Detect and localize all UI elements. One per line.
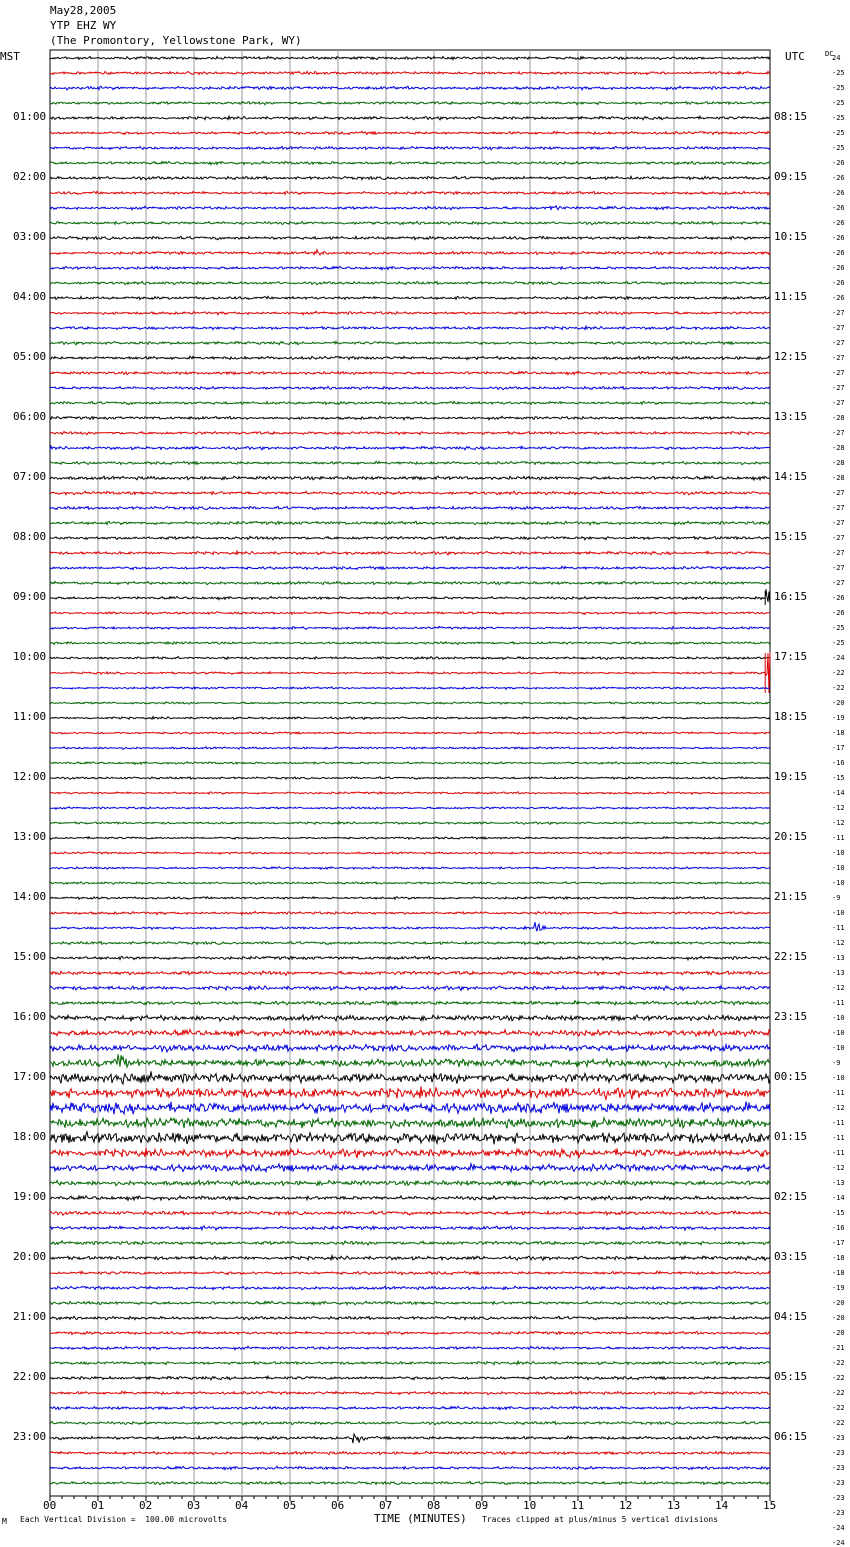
seismic-trace — [50, 1132, 770, 1145]
seismic-trace — [50, 416, 770, 420]
left-hour-label: 08:00 — [13, 530, 47, 543]
x-tick-label: 03 — [187, 1499, 201, 1512]
x-tick-label: 07 — [379, 1499, 393, 1512]
seismic-trace — [50, 867, 770, 870]
seismic-trace — [50, 1406, 770, 1409]
left-hour-label: 12:00 — [13, 770, 47, 783]
left-hour-label: 02:00 — [13, 170, 47, 183]
seismic-trace — [50, 446, 770, 450]
dc-offset-label: -26 — [832, 249, 845, 257]
dc-offset-label: -26 — [832, 219, 845, 227]
seismic-trace — [50, 71, 770, 74]
seismic-trace — [50, 792, 770, 795]
seismic-trace — [50, 491, 770, 495]
seismic-trace — [50, 956, 770, 960]
right-hour-label: 08:15 — [774, 110, 808, 123]
x-tick-label: 04 — [235, 1499, 249, 1512]
dc-offset-label: -26 — [832, 204, 845, 212]
seismic-trace — [50, 506, 770, 509]
right-hour-label: 16:15 — [774, 590, 808, 603]
dc-offset-label: -10 — [832, 1074, 845, 1082]
dc-offset-label: -26 — [832, 279, 845, 287]
seismic-trace — [50, 581, 770, 584]
left-hour-label: 11:00 — [13, 710, 47, 723]
seismic-trace — [50, 1301, 770, 1305]
dc-offset-label: -27 — [832, 489, 845, 497]
dc-offset-label: -22 — [832, 1389, 845, 1397]
seismic-trace — [50, 1286, 770, 1290]
dc-offset-label: -26 — [832, 189, 845, 197]
seismic-trace — [50, 281, 770, 284]
dc-offset-label: -9 — [832, 1059, 841, 1067]
dc-offset-label: -23 — [832, 1494, 845, 1502]
left-hour-label: 21:00 — [13, 1310, 47, 1323]
seismic-trace — [50, 1434, 770, 1443]
right-hour-label: 04:15 — [774, 1310, 808, 1323]
seismic-trace — [50, 1241, 770, 1245]
seismic-trace — [50, 101, 770, 104]
seismic-trace — [50, 762, 770, 765]
left-hour-label: 04:00 — [13, 290, 47, 303]
dc-offset-label: -22 — [832, 1374, 845, 1382]
seismic-trace — [50, 1391, 770, 1394]
dc-offset-label: -20 — [832, 1314, 845, 1322]
x-tick-label: 09 — [475, 1499, 489, 1512]
seismic-trace — [50, 250, 770, 255]
left-hour-label: 03:00 — [13, 230, 47, 243]
seismic-trace — [50, 1376, 770, 1380]
dc-offset-label: -23 — [832, 1434, 845, 1442]
dc-offset-label: -25 — [832, 114, 845, 122]
dc-offset-label: -12 — [832, 819, 845, 827]
dc-offset-label: -22 — [832, 1359, 845, 1367]
seismic-trace — [50, 702, 770, 705]
left-hour-label: 05:00 — [13, 350, 47, 363]
seismic-trace — [50, 717, 770, 720]
seismic-trace — [50, 56, 770, 59]
dc-offset-label: -18 — [832, 1254, 845, 1262]
seismic-trace — [50, 1196, 770, 1201]
seismic-trace — [50, 326, 770, 330]
dc-offset-label: 24 — [832, 54, 841, 62]
dc-offset-label: -10 — [832, 1044, 845, 1052]
seismic-trace — [50, 1361, 770, 1365]
right-hour-label: 00:15 — [774, 1070, 808, 1083]
dc-offset-label: -20 — [832, 1329, 845, 1337]
seismic-trace — [50, 1271, 770, 1275]
dc-offset-label: -16 — [832, 1224, 845, 1232]
seismic-trace — [50, 1331, 770, 1334]
record-date: May28,2005 — [50, 4, 117, 17]
left-hour-label: 22:00 — [13, 1370, 47, 1383]
dc-offset-label: -28 — [832, 474, 845, 482]
dc-offset-label: -25 — [832, 99, 845, 107]
seismic-trace — [50, 642, 770, 645]
right-hour-label: 05:15 — [774, 1370, 808, 1383]
seismic-trace — [50, 897, 770, 900]
dc-offset-label: -28 — [832, 414, 845, 422]
seismic-trace — [50, 476, 770, 480]
right-hour-label: 02:15 — [774, 1190, 808, 1203]
dc-offset-label: -25 — [832, 639, 845, 647]
dc-offset-label: -10 — [832, 864, 845, 872]
seismic-trace — [50, 536, 770, 540]
seismic-trace — [50, 1421, 770, 1424]
seismic-trace — [50, 882, 770, 885]
right-hour-label: 01:15 — [774, 1130, 808, 1143]
dc-offset-label: -10 — [832, 879, 845, 887]
dc-offset-label: -26 — [832, 234, 845, 242]
dc-offset-label: -27 — [832, 324, 845, 332]
right-hour-label: 03:15 — [774, 1250, 808, 1263]
dc-offset-label: -17 — [832, 744, 845, 752]
left-hour-label: 23:00 — [13, 1430, 47, 1443]
seismic-trace — [50, 626, 770, 629]
dc-offset-label: -14 — [832, 1194, 845, 1202]
x-tick-label: 06 — [331, 1499, 345, 1512]
dc-offset-label: -25 — [832, 69, 845, 77]
dc-offset-label: -25 — [832, 144, 845, 152]
station-location: (The Promontory, Yellowstone Park, WY) — [50, 34, 302, 47]
dc-offset-label: -26 — [832, 264, 845, 272]
dc-offset-label: -22 — [832, 1404, 845, 1412]
dc-offset-label: -23 — [832, 1509, 845, 1517]
dc-offset-label: -24 — [832, 1539, 845, 1547]
seismic-trace — [50, 1030, 770, 1037]
left-hour-label: 15:00 — [13, 950, 47, 963]
dc-offset-label: -16 — [832, 759, 845, 767]
seismic-trace — [50, 777, 770, 780]
right-hour-label: 17:15 — [774, 650, 808, 663]
plot-frame — [50, 50, 770, 1496]
dc-offset-label: -27 — [832, 549, 845, 557]
dc-offset-label: -26 — [832, 159, 845, 167]
dc-offset-label: -27 — [832, 429, 845, 437]
dc-offset-label: -21 — [832, 1344, 845, 1352]
dc-offset-label: -27 — [832, 384, 845, 392]
seismic-trace — [50, 1086, 770, 1099]
dc-offset-label: -27 — [832, 354, 845, 362]
seismic-trace — [50, 612, 770, 615]
right-hour-label: 11:15 — [774, 290, 808, 303]
seismic-trace — [50, 1001, 770, 1005]
seismic-trace — [50, 161, 770, 164]
dc-offset-label: -15 — [832, 774, 845, 782]
dc-offset-label: -9 — [832, 894, 841, 902]
x-tick-label: 14 — [715, 1499, 729, 1512]
dc-offset-label: -25 — [832, 84, 845, 92]
dc-offset-label: -12 — [832, 1164, 845, 1172]
seismic-trace — [50, 131, 770, 134]
seismic-trace — [50, 1102, 770, 1115]
seismic-trace — [50, 732, 770, 735]
right-hour-label: 12:15 — [774, 350, 808, 363]
dc-offset-label: -11 — [832, 834, 845, 842]
x-axis-title: TIME (MINUTES) — [374, 1512, 467, 1525]
dc-offset-label: -20 — [832, 699, 845, 707]
left-hour-label: 18:00 — [13, 1130, 47, 1143]
dc-offset-label: -26 — [832, 294, 845, 302]
dc-offset-label: -14 — [832, 789, 845, 797]
seismic-trace — [50, 986, 770, 991]
seismic-trace — [50, 236, 770, 239]
seismic-trace — [50, 116, 770, 120]
seismic-trace — [50, 822, 770, 825]
dc-offset-label: -12 — [832, 1104, 845, 1112]
seismic-trace — [50, 386, 770, 389]
dc-offset-label: -25 — [832, 624, 845, 632]
right-hour-label: 22:15 — [774, 950, 808, 963]
seismic-trace — [50, 1148, 770, 1158]
seismic-trace — [50, 1256, 770, 1261]
x-tick-label: 10 — [523, 1499, 537, 1512]
left-hour-label: 13:00 — [13, 830, 47, 843]
dc-offset-label: -11 — [832, 999, 845, 1007]
left-hour-label: 07:00 — [13, 470, 47, 483]
dc-offset-label: -17 — [832, 1239, 845, 1247]
seismic-trace — [50, 86, 770, 90]
x-tick-label: 11 — [571, 1499, 585, 1512]
seismic-trace — [50, 206, 770, 210]
dc-offset-label: -27 — [832, 564, 845, 572]
station-code: YTP EHZ WY — [50, 19, 117, 32]
seismic-trace — [50, 356, 770, 360]
left-hour-label: 06:00 — [13, 410, 47, 423]
left-hour-label: 09:00 — [13, 590, 47, 603]
left-hour-label: 16:00 — [13, 1010, 47, 1023]
seismic-trace — [50, 566, 770, 569]
seismic-trace — [50, 461, 770, 464]
dc-offset-label: -24 — [832, 654, 845, 662]
dc-offset-label: -13 — [832, 954, 845, 962]
seismic-trace — [50, 1211, 770, 1215]
dc-offset-label: -19 — [832, 714, 845, 722]
dc-offset-label: -13 — [832, 1179, 845, 1187]
dc-offset-label: -22 — [832, 1419, 845, 1427]
dc-offset-label: -27 — [832, 399, 845, 407]
right-hour-label: 13:15 — [774, 410, 808, 423]
dc-offset-label: -11 — [832, 924, 845, 932]
seismic-trace — [50, 221, 770, 224]
dc-offset-label: -10 — [832, 849, 845, 857]
dc-offset-label: -10 — [832, 1014, 845, 1022]
seismic-trace — [50, 1316, 770, 1320]
dc-offset-label: -11 — [832, 1149, 845, 1157]
dc-offset-label: -24 — [832, 1524, 845, 1532]
dc-offset-label: -18 — [832, 729, 845, 737]
dc-offset-label: -11 — [832, 1089, 845, 1097]
left-hour-label: 14:00 — [13, 890, 47, 903]
dc-offset-label: -27 — [832, 339, 845, 347]
right-hour-label: 06:15 — [774, 1430, 808, 1443]
seismic-trace — [50, 431, 770, 434]
dc-offset-label: -27 — [832, 519, 845, 527]
right-hour-label: 10:15 — [774, 230, 808, 243]
left-hour-label: 20:00 — [13, 1250, 47, 1263]
dc-offset-label: -12 — [832, 804, 845, 812]
seismic-trace — [50, 191, 770, 194]
dc-offset-label: -22 — [832, 684, 845, 692]
seismic-trace — [50, 657, 770, 660]
right-hour-label: 14:15 — [774, 470, 808, 483]
dc-offset-label: -27 — [832, 579, 845, 587]
seismic-trace — [50, 1071, 770, 1084]
seismic-trace — [50, 1226, 770, 1230]
seismic-trace — [50, 971, 770, 975]
seismic-trace — [50, 401, 770, 404]
dc-offset-label: -27 — [832, 369, 845, 377]
seismic-trace — [50, 1118, 770, 1129]
dc-offset-label: -15 — [832, 1209, 845, 1217]
seismic-trace — [50, 1054, 770, 1067]
dc-offset-label: -10 — [832, 909, 845, 917]
seismic-trace — [50, 176, 770, 180]
right-hour-label: 18:15 — [774, 710, 808, 723]
dc-offset-label: -11 — [832, 1119, 845, 1127]
x-tick-label: 15 — [763, 1499, 777, 1512]
seismic-trace — [50, 1015, 770, 1021]
dc-offset-label: -27 — [832, 309, 845, 317]
dc-offset-label: -12 — [832, 939, 845, 947]
dc-offset-label: -27 — [832, 534, 845, 542]
left-hour-label: 01:00 — [13, 110, 47, 123]
seismic-trace — [50, 687, 770, 690]
seismic-trace — [50, 296, 770, 299]
seismic-trace — [50, 551, 770, 555]
x-tick-label: 01 — [91, 1499, 105, 1512]
seismic-trace — [50, 911, 770, 914]
x-tick-label: 08 — [427, 1499, 441, 1512]
right-hour-label: 21:15 — [774, 890, 808, 903]
x-tick-label: 05 — [283, 1499, 297, 1512]
seismic-trace — [50, 941, 770, 944]
right-timezone-label: UTC — [785, 50, 805, 63]
dc-offset-label: -20 — [832, 1299, 845, 1307]
dc-offset-label: -26 — [832, 609, 845, 617]
vertical-scale-note: Each Vertical Division = 100.00 microvolts — [20, 1515, 228, 1524]
seismic-trace — [50, 807, 770, 810]
seismic-trace — [50, 747, 770, 750]
left-timezone-label: MST — [0, 50, 20, 63]
seismic-trace — [50, 1346, 770, 1350]
seismic-trace — [50, 837, 770, 840]
x-tick-label: 02 — [139, 1499, 153, 1512]
dc-offset-label: -27 — [832, 504, 845, 512]
seismic-trace — [50, 266, 770, 269]
seismic-trace — [50, 521, 770, 525]
dc-offset-label: -19 — [832, 1284, 845, 1292]
seismic-trace — [50, 1044, 770, 1052]
dc-offset-label: -23 — [832, 1449, 845, 1457]
left-hour-label: 10:00 — [13, 650, 47, 663]
right-hour-label: 09:15 — [774, 170, 808, 183]
dc-offset-label: -11 — [832, 1134, 845, 1142]
seismic-trace — [50, 1164, 770, 1172]
seismic-trace — [50, 1451, 770, 1454]
seismic-trace — [50, 1481, 770, 1484]
seismic-trace — [50, 146, 770, 149]
right-hour-label: 15:15 — [774, 530, 808, 543]
seismic-trace — [50, 589, 770, 605]
clip-note: Traces clipped at plus/minus 5 vertical divisions — [482, 1515, 719, 1524]
seismic-trace — [50, 371, 770, 374]
seismic-trace — [50, 311, 770, 315]
dc-offset-label: -26 — [832, 594, 845, 602]
dc-offset-label: -28 — [832, 444, 845, 452]
left-hour-label: 19:00 — [13, 1190, 47, 1203]
seismic-trace — [50, 1180, 770, 1186]
dc-offset-label: -26 — [832, 174, 845, 182]
dc-offset-label: -10 — [832, 1029, 845, 1037]
right-hour-label: 19:15 — [774, 770, 808, 783]
dc-offset-label: -13 — [832, 969, 845, 977]
dc-offset-label: -25 — [832, 129, 845, 137]
corner-mark: M — [2, 1517, 7, 1526]
dc-offset-label: -23 — [832, 1479, 845, 1487]
x-tick-label: 13 — [667, 1499, 681, 1512]
seismic-trace — [50, 1466, 770, 1469]
dc-offset-label: -28 — [832, 459, 845, 467]
x-tick-label: 00 — [43, 1499, 57, 1512]
right-hour-label: 23:15 — [774, 1010, 808, 1023]
x-tick-label: 12 — [619, 1499, 633, 1512]
seismic-trace — [50, 852, 770, 855]
dc-offset-label: -23 — [832, 1464, 845, 1472]
dc-offset-label: -18 — [832, 1269, 845, 1277]
left-hour-label: 17:00 — [13, 1070, 47, 1083]
seismic-trace — [50, 922, 770, 931]
seismic-trace — [50, 341, 770, 345]
dc-offset-label: -22 — [832, 669, 845, 677]
dc-offset-header: DC — [825, 50, 834, 58]
dc-offset-label: -12 — [832, 984, 845, 992]
right-hour-label: 20:15 — [774, 830, 808, 843]
